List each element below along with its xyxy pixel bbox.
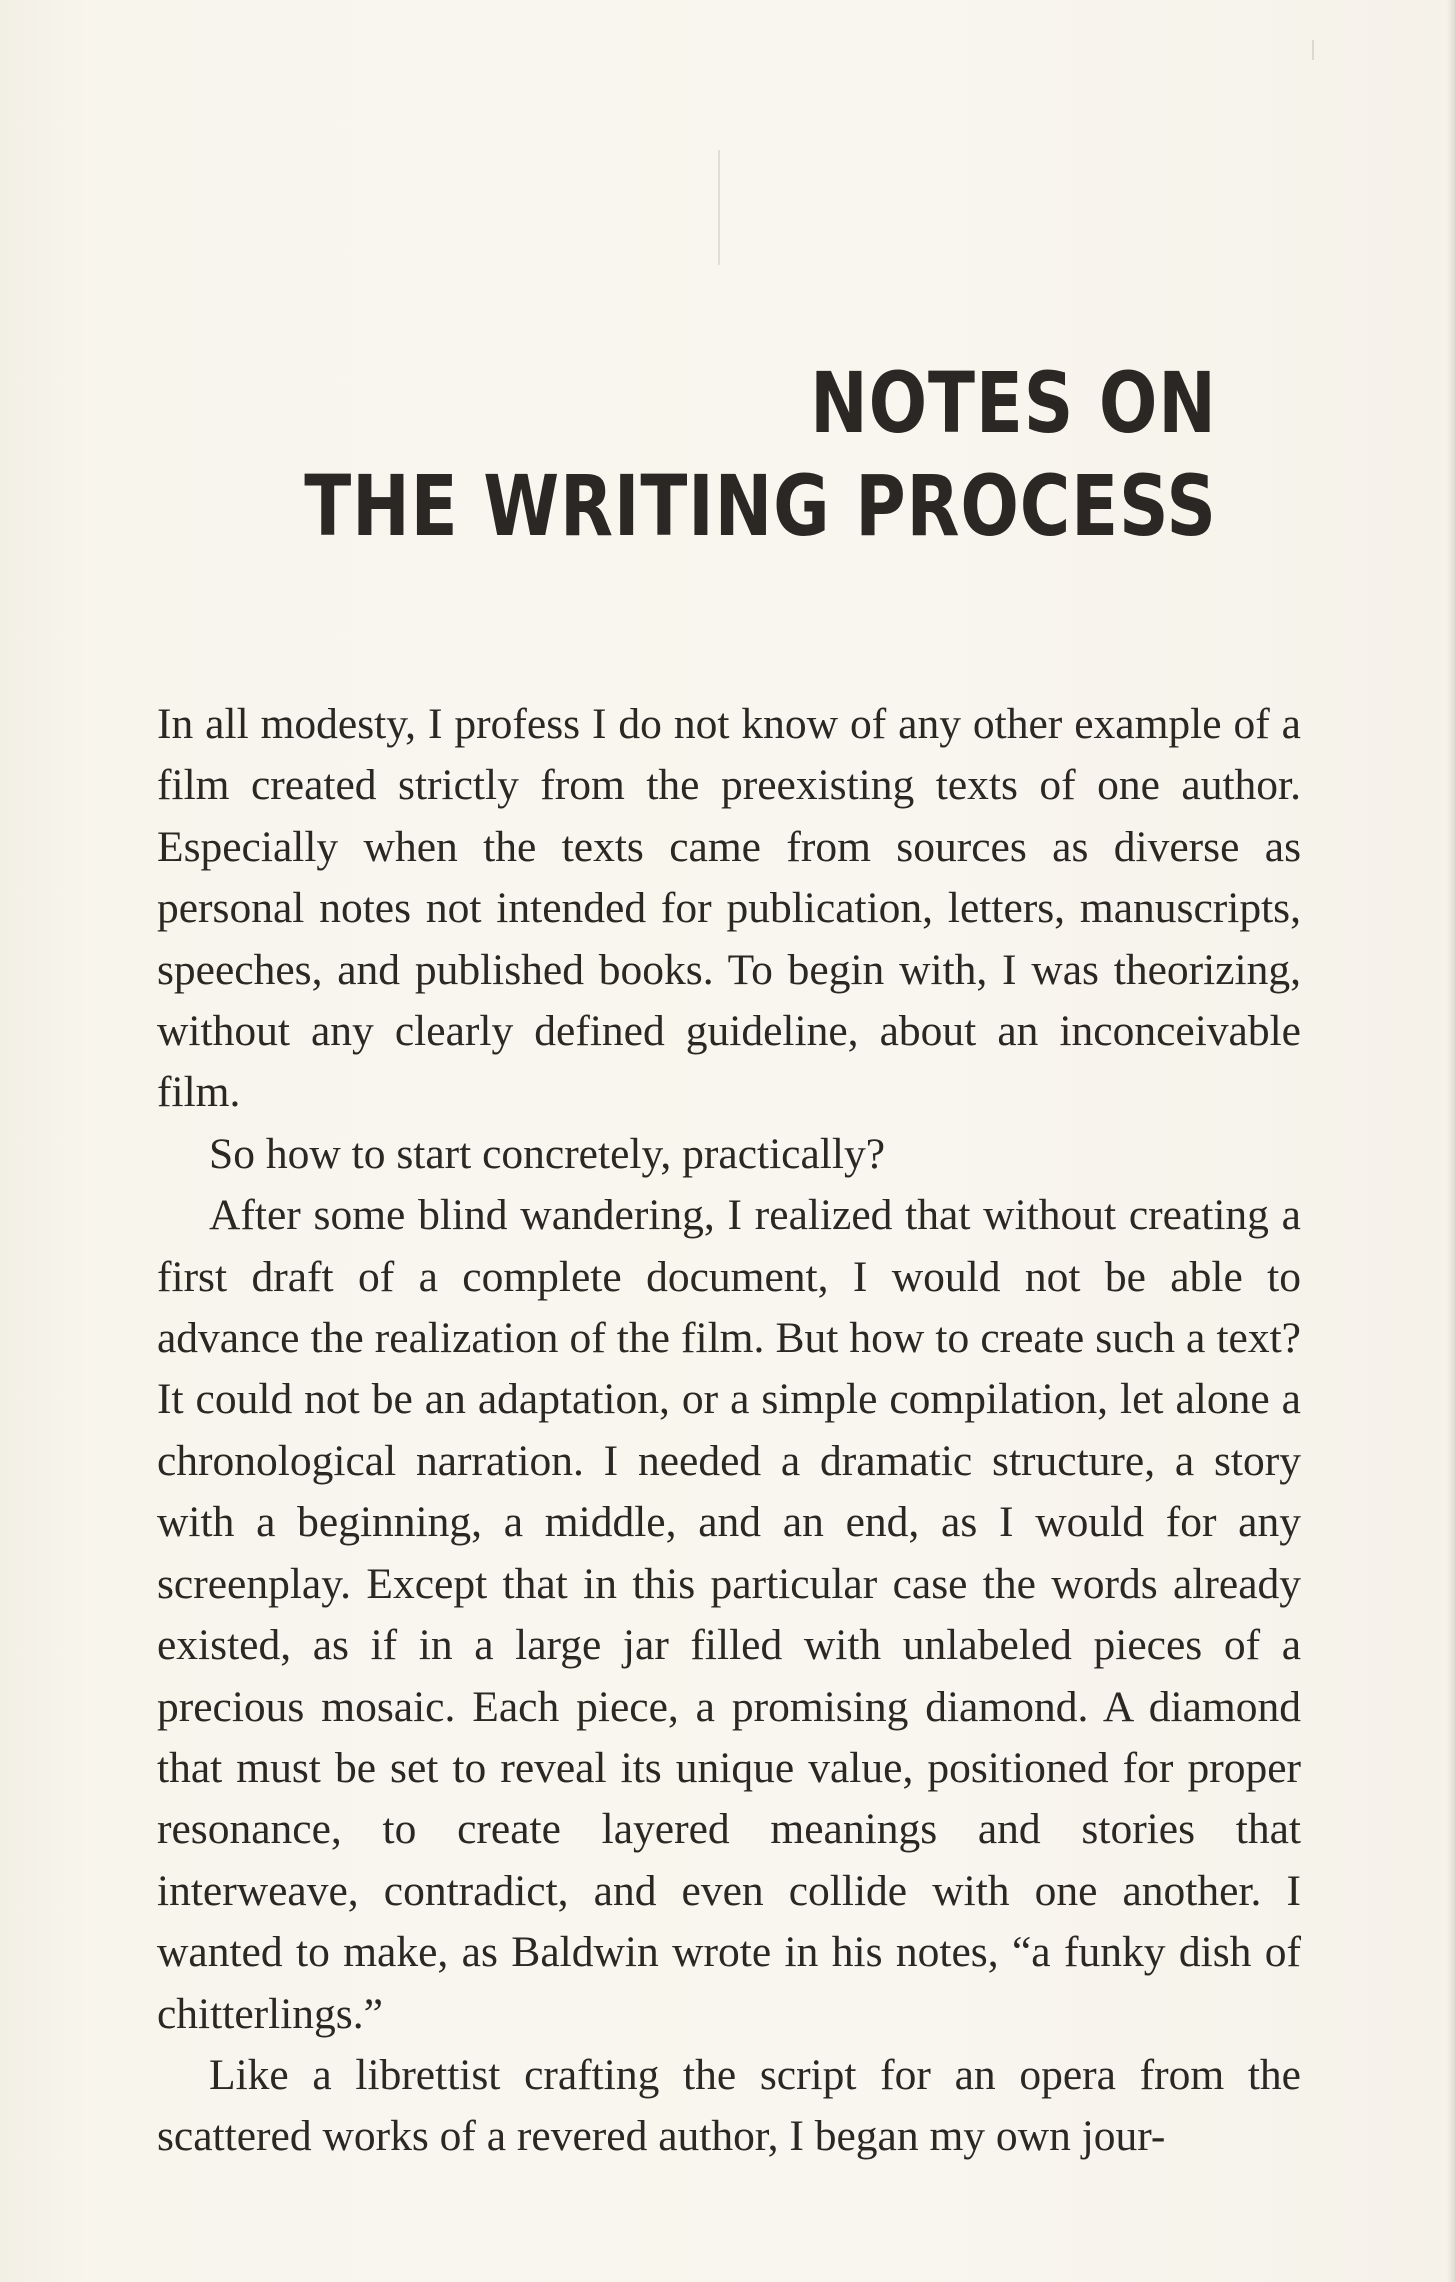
chapter-title [104, 352, 1217, 558]
paragraph: Like a librettist crafting the script for an opera from the scattered works of a revered author, I began my own jour- [157, 2050, 1301, 2161]
chapter-title-line-1: NOTES ON [810, 354, 1217, 452]
scan-artifact [718, 150, 720, 265]
paragraph: In all modesty, I profess I do not know of any other example of a film created strictly from the preexisting texts of one author. Especially when the texts came from sources as diverse as personal notes not intended for publication, letters, manuscripts, speeches, and published books. To begin with, I was theorizing, without any clearly defined guideline, about an inconceivable film. [157, 700, 1301, 1117]
page-edge-shadow [1447, 0, 1455, 2282]
body-text [157, 694, 1301, 2168]
paragraph: So how to start concretely, practically? [209, 1129, 886, 1178]
scan-artifact [1312, 40, 1314, 60]
chapter-title-line-2: THE WRITING PROCESS [304, 457, 1217, 555]
paragraph: After some blind wandering, I realized that without creating a first draft of a complete document, I would not be able to advance the realization of the film. But how to create such a text? It could not be an adaptation, or a simple compilation, let alone a chronological narration. I needed a dramatic structure, a story with a beginning, a middle, and an end, as I would for any screenplay. Except that in this particular case the words already existed, as if in a large jar filled with unlabeled pieces of a precious mosaic. Each piece, a promising diamond. A diamond that must be set to reveal its unique value, positioned for proper resonance, to create layered meanings and stories that interweave, contradict, and even collide with one another. I wanted to make, as Baldwin wrote in his notes, “a funky dish of chitterlings.” [157, 1191, 1301, 2038]
